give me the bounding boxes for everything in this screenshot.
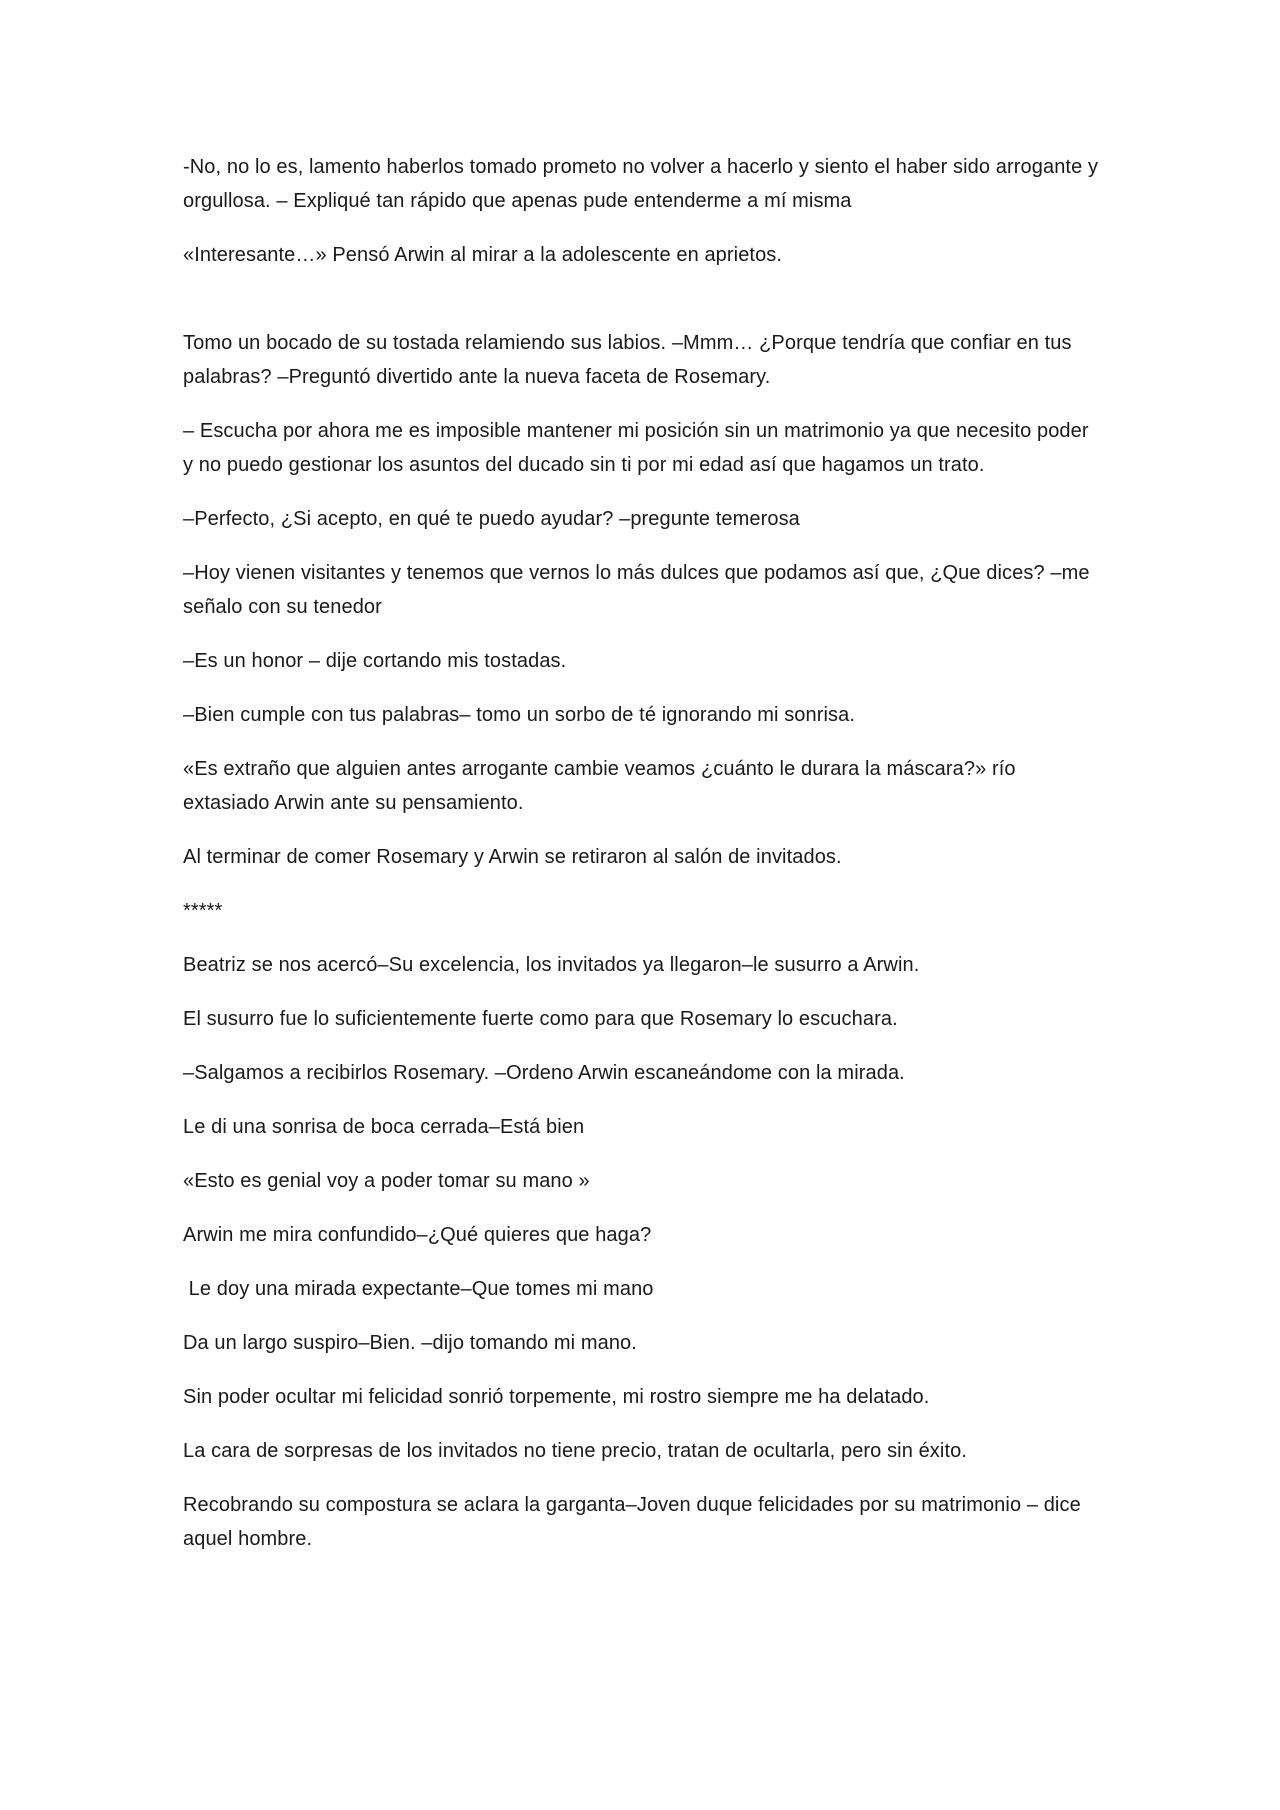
paragraph: –Perfecto, ¿Si acepto, en qué te puedo ayudar? –pregunte temerosa	[183, 508, 800, 530]
paragraph: Le di una sonrisa de boca cerrada–Está bien	[183, 1116, 585, 1138]
paragraph: –Salgamos a recibirlos Rosemary. –Ordeno Arwin escaneándome con la mirada.	[183, 1062, 905, 1084]
paragraph: Beatriz se nos acercó–Su excelencia, los invitados ya llegaron–le susurro a Arwin.	[183, 954, 920, 976]
paragraph: –Es un honor – dije cortando mis tostadas.	[183, 650, 567, 672]
paragraph: – Escucha por ahora me es imposible mantener mi posición sin un matrimonio ya que necesito poder y no puedo gestionar los asuntos del ducado sin ti por mi edad así que hagamos un trato.	[183, 420, 1095, 476]
document-body	[183, 150, 1103, 1576]
scene-break: *****	[183, 900, 223, 922]
paragraph: Al terminar de comer Rosemary y Arwin se retiraron al salón de invitados.	[183, 846, 842, 868]
paragraph: El susurro fue lo suficientemente fuerte como para que Rosemary lo escuchara.	[183, 1008, 898, 1030]
paragraph: Arwin me mira confundido–¿Qué quieres que haga?	[183, 1224, 652, 1246]
paragraph: Recobrando su compostura se aclara la garganta–Joven duque felicidades por su matrimonio – dice aquel hombre.	[183, 1494, 1087, 1550]
paragraph: «Es extraño que alguien antes arrogante cambie veamos ¿cuánto le durara la máscara?» río extasiado Arwin ante su pensamiento.	[183, 758, 1022, 814]
paragraph: «Interesante…» Pensó Arwin al mirar a la adolescente en aprietos.	[183, 244, 783, 266]
paragraph-spacer	[183, 292, 1103, 326]
paragraph: Sin poder ocultar mi felicidad sonrió torpemente, mi rostro siempre me ha delatado.	[183, 1386, 930, 1408]
paragraph: Le doy una mirada expectante–Que tomes mi mano	[183, 1278, 654, 1300]
paragraph: Da un largo suspiro–Bien. –dijo tomando mi mano.	[183, 1332, 637, 1354]
paragraph: -No, no lo es, lamento haberlos tomado prometo no volver a hacerlo y siento el haber sido arrogante y orgullosa. – Expliqué tan rápido que apenas pude entenderme a mí misma	[183, 156, 1104, 212]
paragraph: –Bien cumple con tus palabras– tomo un sorbo de té ignorando mi sonrisa.	[183, 704, 856, 726]
paragraph: –Hoy vienen visitantes y tenemos que vernos lo más dulces que podamos así que, ¿Que dices? –me señalo con su tenedor	[183, 562, 1096, 618]
paragraph: Tomo un bocado de su tostada relamiendo sus labios. –Mmm… ¿Porque tendría que confiar en tus palabras? –Preguntó divertido ante la nueva faceta de Rosemary.	[183, 332, 1078, 388]
paragraph: «Esto es genial voy a poder tomar su mano »	[183, 1170, 590, 1192]
paragraph: La cara de sorpresas de los invitados no tiene precio, tratan de ocultarla, pero sin éxito.	[183, 1440, 967, 1462]
